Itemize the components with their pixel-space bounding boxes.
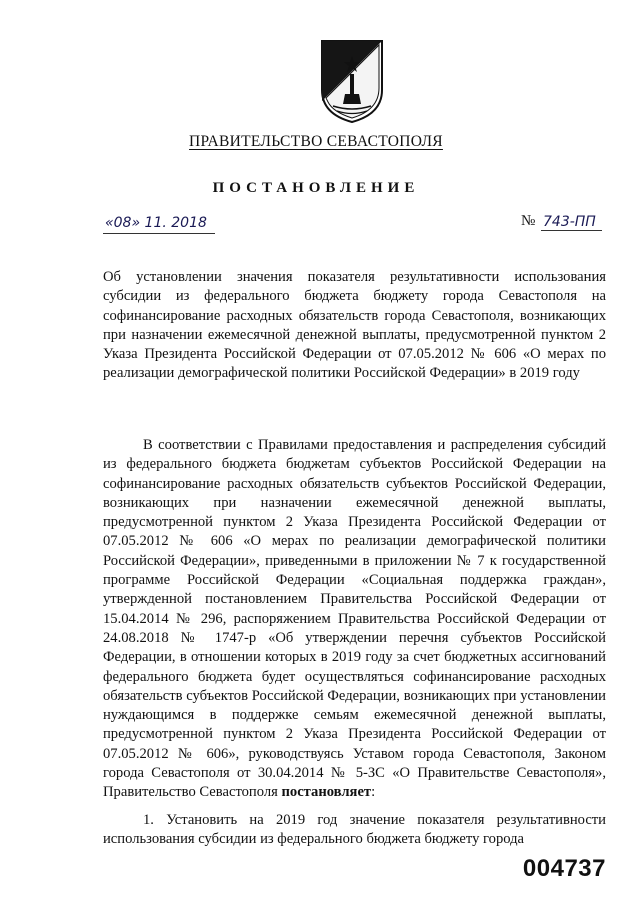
serial-number: 004737 bbox=[522, 855, 606, 882]
document-type: ПОСТАНОВЛЕНИЕ bbox=[212, 180, 420, 196]
sevastopol-coat-of-arms-emblem bbox=[319, 38, 385, 124]
resolution-title: Об установлении значения показателя результативности использования субсидии из федерального бюджета бюджету города Севастополя на софинансирование расходных обязательств города Севастополя, возникающих при назначении ежемесячной денежной выплаты, предусмотренной пунктом 2 Указа Президента Российской Федерации от 07.05.2012 № 606 «О мерах по реализации демографической политики Российской Федерации» в 2019 году bbox=[103, 269, 606, 382]
handwritten-date: «08» 11. 2018 bbox=[105, 215, 207, 231]
handwritten-number: 743-ПП bbox=[541, 214, 602, 231]
operative-suffix: : bbox=[371, 784, 376, 801]
organization-name-text: ПРАВИТЕЛЬСТВО СЕВАСТОПОЛЯ bbox=[189, 133, 443, 150]
date-field bbox=[103, 209, 215, 234]
operative-word: постановляет bbox=[281, 784, 372, 801]
organization-name bbox=[0, 133, 632, 151]
clause-1: 1. Установить на 2019 год значение показателя результативности использования субсидии из федерального бюджета бюджету города bbox=[103, 812, 606, 848]
preamble-paragraph bbox=[103, 436, 606, 803]
number-label: № bbox=[521, 213, 536, 229]
preamble-text: В соответствии с Правилами предоставления и распределения субсидий из федерального бюджета бюджетам субъектов Российской Федерации на софинансирование расходных обязательств субъектов Российской Федерации, возникающих при назначении ежемесячной денежной выплаты, предусмотренной пунктом 2 Указа Президента Российской Федерации от 07.05.2012 № 606 «О мерах по реализации демографической политики Российской Федерации», приведенными в приложении № 7 к государственной программе Российской Федерации «Социальная поддержка граждан», утвержденной постановлением Правительства Российской Федерации от 15.04.2014 № 296, распоряжением Правительства Российской Федерации от 24.08.2018 № 1747-р «Об утверждении перечня субъектов Российской Федерации, в отношении которых в 2019 году за счет бюджетных ассигнований федерального бюджета будет осуществляться софинансирование расходных обязательств субъектов Российской Федерации, возникающих при установлении нуждающимся в поддержке семьям ежемесячной денежной выплаты, предусмотренной пунктом 2 Указа Президента Российской Федерации от 07.05.2012 № 606», руководствуясь Уставом города Севастополя, Законом города Севастополя от 30.04.2014 № 5-ЗС «О Правительстве Севастополя», Правительство Севастополя bbox=[103, 437, 606, 801]
number-field bbox=[521, 209, 603, 233]
